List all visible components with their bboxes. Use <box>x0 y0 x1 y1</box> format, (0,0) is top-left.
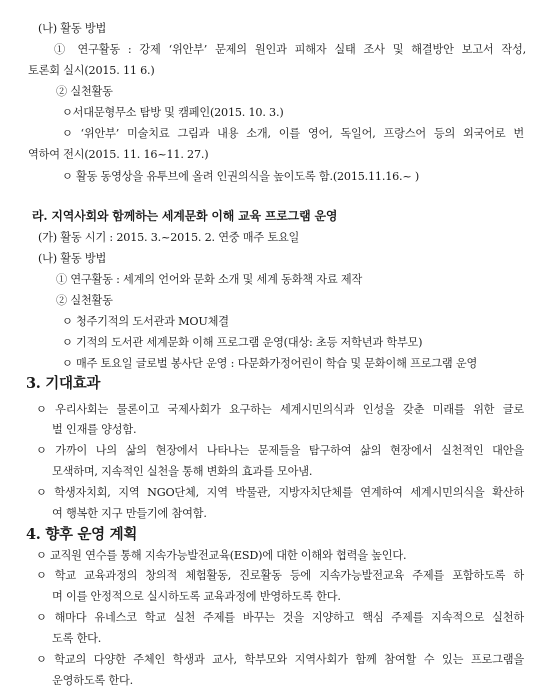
section-2-research-line-2: 토론회 실시(2015. 11 6.) <box>28 64 155 77</box>
section-2-practice-label: ② 실천활동 <box>56 85 113 98</box>
section-3-para-3-line-1: ㅇ 학생자치회, 지역 NGO단체, 지역 박물관, 지방자치단체를 연계하여 세계시민의식을 확산하 <box>36 486 524 499</box>
section-ra-bullet-1: ㅇ 청주기적의 도서관과 MOU체결 <box>62 315 229 328</box>
section-2-method-label: (나) 활동 방법 <box>38 22 107 35</box>
section-4-para-3-line-1: ㅇ 해마다 유네스코 학교 실천 주제를 바꾸는 것을 지양하고 핵심 주제를 지속적으로 실천하 <box>36 611 524 624</box>
section-3-para-1-line-1: ㅇ 우리사회는 물론이고 국제사회가 요구하는 세계시민의식과 인성을 갖춘 미래를 위한 글로 <box>36 403 524 416</box>
section-2-bullet-2-line-1: ㅇ ‘위안부’ 미술치료 그림과 내용 소개, 이를 영어, 독일어, 프랑스어 등의 외국어로 번 <box>62 127 524 140</box>
section-4-para-4-line-2: 운영하도록 한다. <box>52 674 133 687</box>
section-4-para-2-line-1: ㅇ 학교 교육과정의 창의적 체험활동, 진로활동 등에 지속가능발전교육 주제를 포함하도록 하 <box>36 569 524 582</box>
section-2-bullet-1: ㅇ서대문형무소 탐방 및 캠페인(2015. 10. 3.) <box>62 106 284 119</box>
section-2-bullet-3: ㅇ 활동 동영상을 유투브에 올려 인권의식을 높이도록 함.(2015.11.16.~ ) <box>62 170 420 183</box>
section-2-bullet-2-line-2: 역하여 전시(2015. 11. 16~11. 27.) <box>28 148 209 161</box>
section-3-para-3-line-2: 여 행복한 지구 만들기에 참여함. <box>52 507 207 520</box>
section-3-para-2-line-1: ㅇ 가까이 나의 삶의 현장에서 나타나는 문제들을 탐구하여 삶의 현장에서 실천적인 대안을 <box>36 444 524 457</box>
section-3-title: 3. 기대효과 <box>26 375 101 392</box>
section-2-research-line-1: ① 연구활동 : 강제 ‘위안부’ 문제의 원인과 피해자 실태 조사 및 해결방안 보고서 작성, <box>54 43 526 56</box>
section-ra-practice-label: ② 실천활동 <box>56 294 113 307</box>
section-3-para-1-line-2: 벌 인재를 양성함. <box>52 423 137 436</box>
section-4-para-4-line-1: ㅇ 학교의 다양한 주체인 학생과 교사, 학부모와 지역사회가 함께 참여할 수 있는 프로그램을 <box>36 653 524 666</box>
section-4-title: 4. 향후 운영 계획 <box>26 526 138 543</box>
section-ra-method-label: (나) 활동 방법 <box>38 252 107 265</box>
section-ra-bullet-3: ㅇ 매주 토요일 글로벌 봉사단 운영 : 다문화가정어린이 학습 및 문화이해 프로그램 운영 <box>62 357 478 370</box>
section-4-para-2-line-2: 며 이를 안정적으로 실시하도록 교육과정에 반영하도록 한다. <box>52 590 341 603</box>
section-4-para-1: ㅇ 교직원 연수를 통해 지속가능발전교육(ESD)에 대한 이해와 협력을 높인다. <box>36 549 407 562</box>
section-ra-title: 라. 지역사회와 함께하는 세계문화 이해 교육 프로그램 운영 <box>32 209 338 223</box>
section-ra-research: ① 연구활동 : 세계의 언어와 문화 소개 및 세계 동화책 자료 제작 <box>56 273 363 286</box>
section-4-para-3-line-2: 도록 한다. <box>52 632 102 645</box>
section-ra-bullet-2: ㅇ 기적의 도서관 세계문화 이해 프로그램 운영(대상: 초등 저학년과 학부모) <box>62 336 423 349</box>
section-ra-period: (가) 활동 시기 : 2015. 3.~2015. 2. 연중 매주 토요일 <box>38 231 300 244</box>
section-3-para-2-line-2: 모색하며, 지속적인 실천을 통해 변화의 효과를 모아냄. <box>52 465 313 478</box>
